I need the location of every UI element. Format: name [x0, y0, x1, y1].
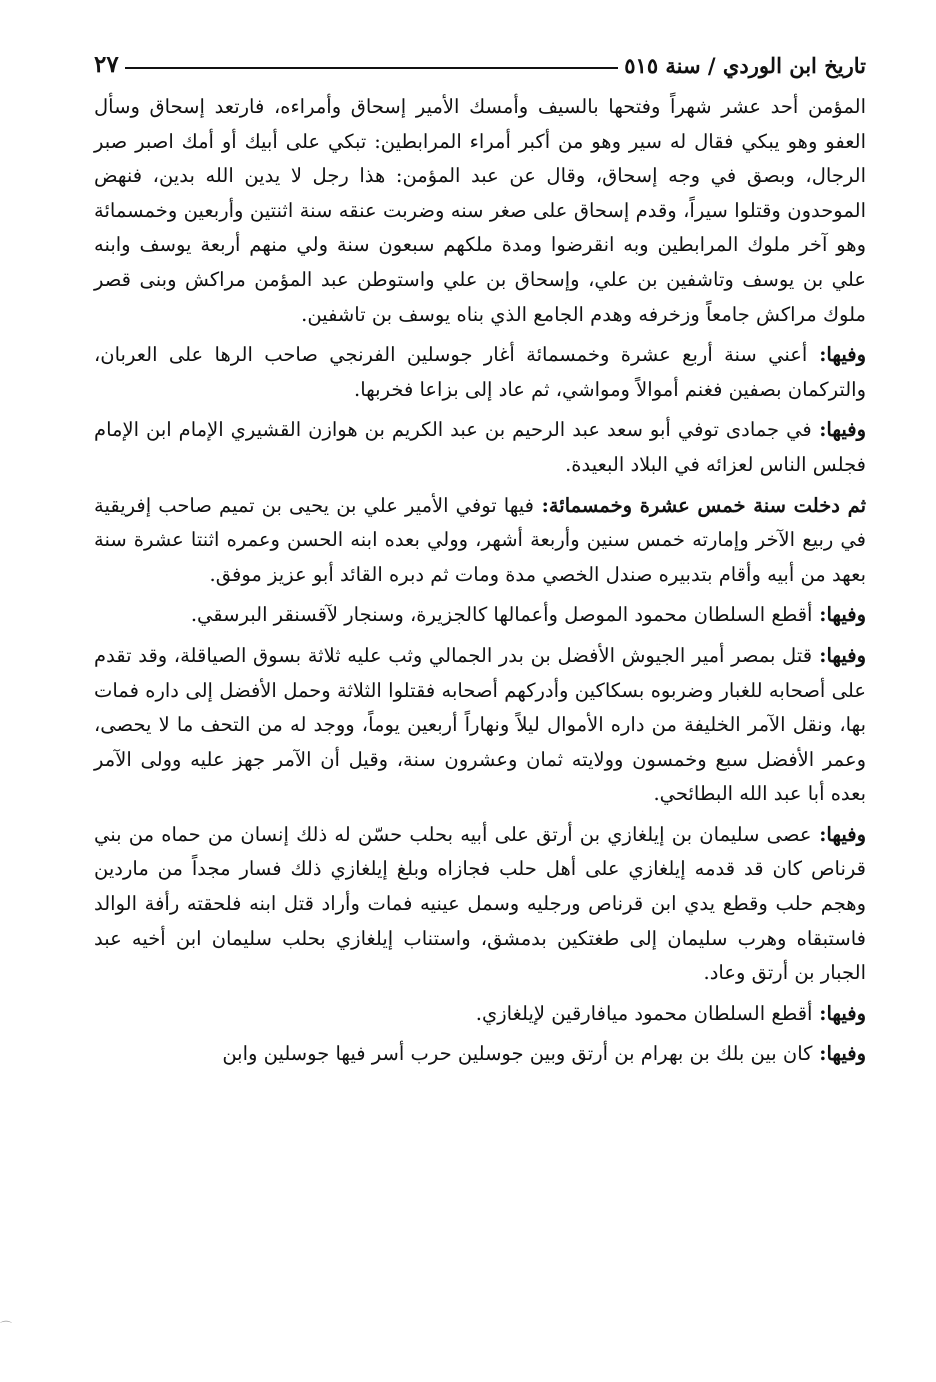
paragraph-text: عصى سليمان بن إيلغازي بن أرتق على أبيه بحلب حسّن له ذلك إنسان من حماه من بني قرناص كان قد قدمه إيلغازي على أهل حلب فجازاه وبلغ إيلغازي ذلك فسار مجداً من ماردين وهجم حلب وقطع يدي ابن قرناص ورجليه وسمل عينيه فمات وأراد قتل ابنه فلحقته رأفة الوالد فاستبقاه وهرب سليمان إلى طغتكين بدمشق، واستناب إيلغازي بحلب سليمان ابن أخيه عبد الجبار بن أرتق وعاد.	[94, 822, 866, 985]
paragraph-text: في جمادى توفي أبو سعد عبد الرحيم بن عبد الكريم بن هوازن القشيري الإمام ابن الإمام فجلس الناس لعزائه في البلاد البعيدة.	[94, 418, 866, 476]
page-body	[94, 90, 866, 1072]
scan-margin-mark: ⌒	[0, 1320, 13, 1334]
paragraph-lead: وفيها:	[812, 603, 866, 627]
paragraph-lead: ثم دخلت سنة خمس عشرة وخمسمائة:	[533, 493, 866, 517]
paragraph	[94, 639, 866, 812]
paragraph-lead: وفيها:	[811, 418, 866, 442]
paragraph-lead: وفيها:	[812, 643, 867, 667]
paragraph-text: قتل بمصر أمير الجيوش الأفضل بن بدر الجمالي وثب عليه ثلاثة بسوق الصياقلة، وقد تقدم على أصحابه للغبار وضربوه بسكاكين وأدركهم أصحابه فقتلوا الثلاثة وحمل الأفضل إلى داره فمات بها، ونقل الآمر الخليفة من داره الأموال ليلاً ونهاراً أربعين يوماً، ووجد له من التحف ما لا يحصى، وعمر الأفضل سبع وخمسون وولايته ثمان وعشرون سنة، وقيل أن الآمر جهز عليه وولى الآمر بعده أبا عبد الله البطائحي.	[94, 643, 866, 806]
paragraph-lead: وفيها:	[807, 343, 866, 367]
header-rule	[125, 67, 619, 69]
running-header	[94, 38, 866, 78]
paragraph-lead: وفيها:	[811, 822, 866, 846]
paragraph	[94, 338, 866, 407]
paragraph	[94, 1037, 866, 1072]
paragraph-text: أقطع السلطان محمود الموصل وأعمالها كالجزيرة، وسنجار لآقسنقر البرسقي.	[190, 603, 813, 627]
paragraph-text: أقطع السلطان محمود ميافارقين لإيلغازي.	[475, 1001, 813, 1025]
paragraph	[94, 90, 866, 332]
paragraph	[94, 598, 866, 633]
running-title: تاريخ ابن الوردي / سنة ٥١٥	[624, 53, 866, 78]
paragraph-lead: وفيها:	[812, 1042, 866, 1066]
paragraph	[94, 818, 866, 991]
paragraph-lead: وفيها:	[812, 1001, 866, 1025]
paragraph-text: فيها توفي الأمير علي بن يحيى بن تميم صاحب إفريقية في ربيع الآخر وإمارته خمس سنين وأربعة أشهر، وولي بعده ابنه الحسن وعمره اثنتا عشرة سنة بعهد من أبيه وأقام بتدبيره صندل الخصي مدة ومات ثم دبره القائد أبو عزيز موفق.	[94, 493, 866, 586]
paragraph-text: أعني سنة أربع عشرة وخمسمائة أغار جوسلين الفرنجي صاحب الرها على العربان، والتركمان بصفين فغنم أموالاً ومواشي، ثم عاد إلى بزاعا فخربها.	[94, 343, 866, 401]
paragraph	[94, 413, 866, 482]
paragraph-text: المؤمن أحد عشر شهراً وفتحها بالسيف وأمسك الأمير إسحاق وأمراءه، فارتعد إسحاق وسأل العفو وهو يبكي فقال له سير وهو من أكبر أمراء المرابطين: تبكي على أبيك أو أمك اصبر صبر الرجال، وبصق في وجه إسحاق، وقال عن عبد المؤمن: هذا رجل لا يدين الله بدين، فنهض الموحدون وقتلوا سيراً، وقدم إسحاق على صغر سنه وضربت عنقه سنة اثنتين وأربعين وخمسمائة وهو آخر ملوك المرابطين وبه انقرضوا ومدة ملكهم سبعون سنة ولي منهم أربعة يوسف وابنه علي بن يوسف وتاشفين بن علي، وإسحاق بن علي واستوطن عبد المؤمن مراكش وبنى قصر ملوك مراكش جامعاً وزخرفه وهدم الجامع الذي بناه يوسف بن تاشفين.	[94, 95, 866, 326]
page-number: ٢٧	[94, 51, 119, 78]
paragraph	[94, 997, 866, 1032]
paragraph-text: كان بين بلك بن بهرام بن أرتق وبين جوسلين حرب أسر فيها جوسلين وابن	[222, 1042, 813, 1066]
paragraph	[94, 489, 866, 593]
